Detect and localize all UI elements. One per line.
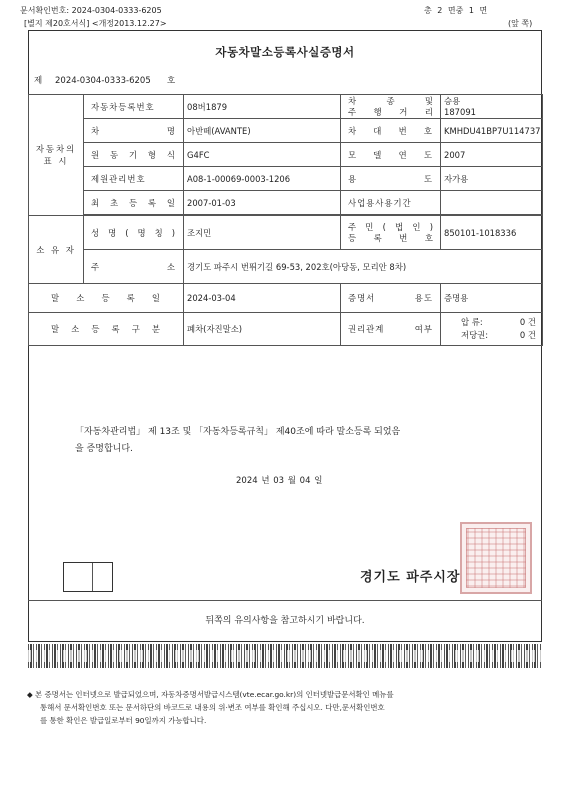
owner-address-value: 경기도 파주시 번뛰기길 69-53, 202호(아당동, 모리안 8차): [184, 250, 543, 284]
owner-section-label: 소 유 자: [29, 216, 84, 284]
footnote-line-1: ◆ 본 증명서는 인터넷으로 발급되었으며, 자동차증명서발급시스템(vte.ecar.go.kr)의 인터넷발급문서확인 메뉴를: [27, 690, 394, 699]
owner-name-label: 성 명 ( 명 칭 ): [84, 216, 184, 250]
footnote-line-3: 를 통한 확인은 발급일로부터 90일까지 가능합니다.: [40, 716, 207, 725]
engine-label: 원 동 기 형 식: [84, 143, 184, 167]
cancel-kind-value: 폐차(자진말소): [184, 313, 341, 346]
type-value: 승용 187091: [441, 95, 543, 119]
owner-id-label: 주 민 ( 법 인 ) 등 록 번 호: [341, 216, 441, 250]
use-label: 용 도: [341, 167, 441, 191]
cert-number: 2024-0304-0333-6205: [55, 76, 151, 86]
purpose-label: 증명서 용도: [341, 284, 441, 313]
vin-label: 차 대 번 호: [341, 119, 441, 143]
page-info: 총 2 면중 1 면: [424, 6, 488, 15]
cancel-kind-label: 말 소 등 록 구 분: [29, 313, 184, 346]
first-reg-value: 2007-01-03: [184, 191, 341, 215]
engine-value: G4FC: [184, 143, 341, 167]
use-value: 자가용: [441, 167, 543, 191]
biz-period-label: 사업용사용기간: [341, 191, 441, 215]
biz-period-value: [441, 191, 543, 215]
spec-no-value: A08-1-00069-0003-1206: [184, 167, 341, 191]
notice-divider: [28, 600, 542, 601]
vehicle-section-label: 자동차의 표 시: [29, 95, 84, 216]
official-seal: [460, 522, 532, 594]
notice-text: 뒤쪽의 유의사항을 참고하시기 바랍니다.: [205, 616, 365, 626]
cert-number-suffix: 호: [167, 76, 176, 86]
security-pattern-overlay: [28, 650, 542, 662]
cancel-date-label: 말 소 등 록 일: [29, 284, 184, 313]
cancel-date-value: 2024-03-04: [184, 284, 341, 313]
model-year-value: 2007: [441, 143, 543, 167]
issue-date: 2024 년 03 월 04 일: [236, 476, 323, 486]
cert-number-label: 제: [34, 76, 43, 86]
main-table: [28, 94, 543, 346]
reg-no-value: 08버1879: [184, 95, 341, 119]
purpose-value: 증명용: [441, 284, 543, 313]
barcode: [63, 562, 113, 592]
vehicle-name-label: 차 명: [84, 119, 184, 143]
statement-line-2: 을 증명합니다.: [75, 444, 133, 454]
owner-id-value: 850101-1018336: [441, 216, 543, 250]
owner-name-value: 조지민: [184, 216, 341, 250]
statement-line-1: 「자동차관리법」 제 13조 및 「자동차등록규칙」 제40조에 따라 말소등록 되었음: [75, 427, 401, 437]
vehicle-name-value: 아반떼(AVANTE): [184, 119, 341, 143]
type-label: 차 종 및 주 행 거 리: [341, 95, 441, 119]
rights-value: 압 류: 0 건 저당권: 0 건: [441, 313, 543, 346]
first-reg-label: 최 초 등 록 일: [84, 191, 184, 215]
form-number: [별지 제20호서식] <개정2013.12.27>: [24, 19, 167, 28]
footnote-line-2: 통해서 문서확인번호 또는 문서하단의 바코드로 내용의 위·변조 여부를 확인해 주십시오. 다만,문서확인번호: [40, 703, 385, 712]
model-year-label: 모 델 연 도: [341, 143, 441, 167]
side-label: (앞 쪽): [508, 19, 533, 28]
owner-address-label: 주 소: [84, 250, 184, 284]
spec-no-label: 제원관리번호: [84, 167, 184, 191]
document-title: 자동차말소등록사실증명서: [215, 45, 355, 59]
issuer-name: 경기도 파주시장: [360, 570, 461, 585]
reg-no-label: 자동차등록번호: [84, 95, 184, 119]
rights-label: 권리관계 여부: [341, 313, 441, 346]
doc-check-number: 문서확인번호: 2024-0304-0333-6205: [20, 6, 162, 15]
vin-value: KMHDU41BP7U114737: [441, 119, 543, 143]
